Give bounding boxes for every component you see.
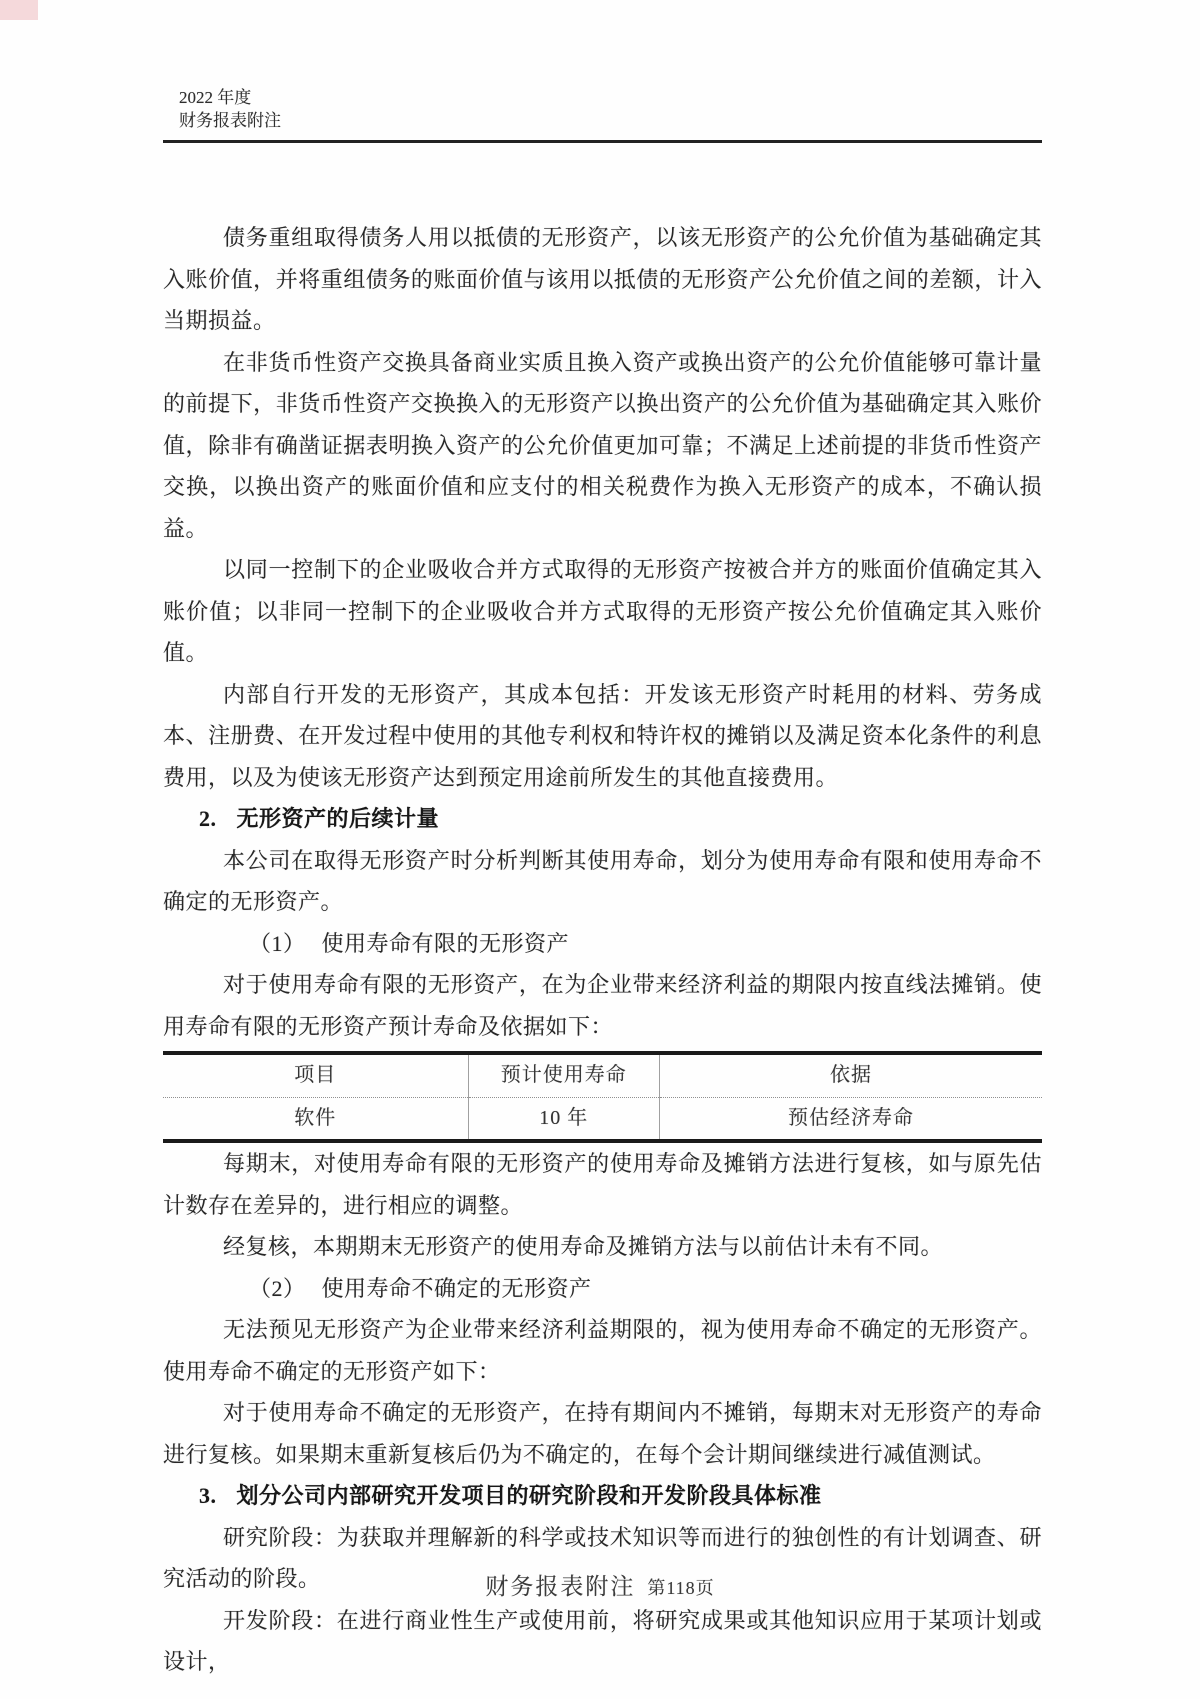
subitem-2 (163, 1268, 1042, 1310)
subitem-2-title: 使用寿命不确定的无形资产 (321, 1275, 592, 1301)
paragraph-merger-acquired: 以同一控制下的企业吸收合并方式取得的无形资产按被合并方的账面价值确定其入账价值；以非同一控制下的企业吸收合并方式取得的无形资产按公允价值确定其入账价值。 (163, 557, 1042, 665)
subitem-1-number: （1） (249, 930, 306, 956)
section-3-number: 3. (199, 1483, 217, 1508)
paragraph-development-phase: 开发阶段：在进行商业性生产或使用前，将研究成果或其他知识应用于某项计划或设计， (163, 1607, 1042, 1674)
subitem-2-number: （2） (249, 1275, 306, 1301)
subitem-1 (163, 923, 1042, 965)
scan-artifact (0, 0, 38, 20)
paragraph-periodic-review: 每期末，对使用寿命有限的无形资产的使用寿命及摊销方法进行复核，如与原先估计数存在差异的，进行相应的调整。 (163, 1151, 1042, 1218)
footer-title: 财务报表附注 (485, 1574, 636, 1599)
paragraph-review-result: 经复核，本期期末无形资产的使用寿命及摊销方法与以前估计未有不同。 (223, 1234, 944, 1259)
document-body (163, 217, 1042, 1683)
paragraph-internal-development: 内部自行开发的无形资产，其成本包括：开发该无形资产时耗用的材料、劳务成本、注册费、在开发过程中使用的其他专利权和特许权的摊销以及满足资本化条件的利息费用，以及为使该无形资产达到预定用途前所发生的其他直接费用。 (163, 681, 1042, 790)
footer-page-number: 第118页 (647, 1578, 715, 1598)
section-3-title: 划分公司内部研究开发项目的研究阶段和开发阶段具体标准 (236, 1483, 822, 1508)
header-year: 2022 年度 (179, 88, 252, 107)
paragraph-indefinite-life-treatment: 对于使用寿命不确定的无形资产，在持有期间内不摊销，每期末对无形资产的寿命进行复核。如果期末重新复核后仍为不确定的，在每个会计期间继续进行减值测试。 (163, 1400, 1042, 1467)
subitem-1-title: 使用寿命有限的无形资产 (321, 930, 570, 956)
paragraph-indefinite-life: 无法预见无形资产为企业带来经济利益期限的，视为使用寿命不确定的无形资产。使用寿命不确定的无形资产如下： (163, 1317, 1042, 1384)
paragraph-useful-life-judgement: 本公司在取得无形资产时分析判断其使用寿命，划分为使用寿命有限和使用寿命不确定的无形资产。 (163, 847, 1042, 914)
table-cell-item: 软件 (294, 1106, 337, 1129)
section-heading-2 (163, 798, 1042, 840)
section-2-number: 2. (199, 806, 217, 831)
header-title: 财务报表附注 (179, 111, 281, 130)
table-cell-expected-life: 10 年 (468, 1097, 660, 1141)
paragraph-limited-life-amortization: 对于使用寿命有限的无形资产，在为企业带来经济利益的期限内按直线法摊销。使用寿命有限的无形资产预计寿命及依据如下： (163, 972, 1042, 1039)
useful-life-table (163, 1051, 1042, 1143)
section-heading-3 (163, 1475, 1042, 1517)
table-header-item: 项目 (163, 1053, 468, 1097)
table-header-row (163, 1053, 1042, 1097)
table-header-expected-life: 预计使用寿命 (468, 1053, 660, 1097)
paragraph-research-phase: 研究阶段：为获取并理解新的科学或技术知识等而进行的独创性的有计划调查、研究活动的阶段。 (163, 1524, 1042, 1591)
section-2-title: 无形资产的后续计量 (236, 806, 440, 831)
paragraph-nonmonetary-exchange: 在非货币性资产交换具备商业实质且换入资产或换出资产的公允价值能够可靠计量的前提下，非货币性资产交换换入的无形资产以换出资产的公允价值为基础确定其入账价值，除非有确凿证据表明换入资产的公允价值更加可靠；不满足上述前提的非货币性资产交换，以换出资产的账面价值和应支付的相关税费作为换入无形资产的成本，不确认损益。 (163, 349, 1042, 541)
page-header (163, 86, 1042, 143)
paragraph-debt-restructuring: 债务重组取得债务人用以抵债的无形资产，以该无形资产的公允价值为基础确定其入账价值，并将重组债务的账面价值与该用以抵债的无形资产公允价值之间的差额，计入当期损益。 (163, 225, 1042, 333)
page-footer (0, 1568, 1200, 1601)
table-cell-basis: 预估经济寿命 (660, 1097, 1042, 1141)
table-row (163, 1097, 1042, 1141)
table-header-basis: 依据 (660, 1053, 1042, 1097)
